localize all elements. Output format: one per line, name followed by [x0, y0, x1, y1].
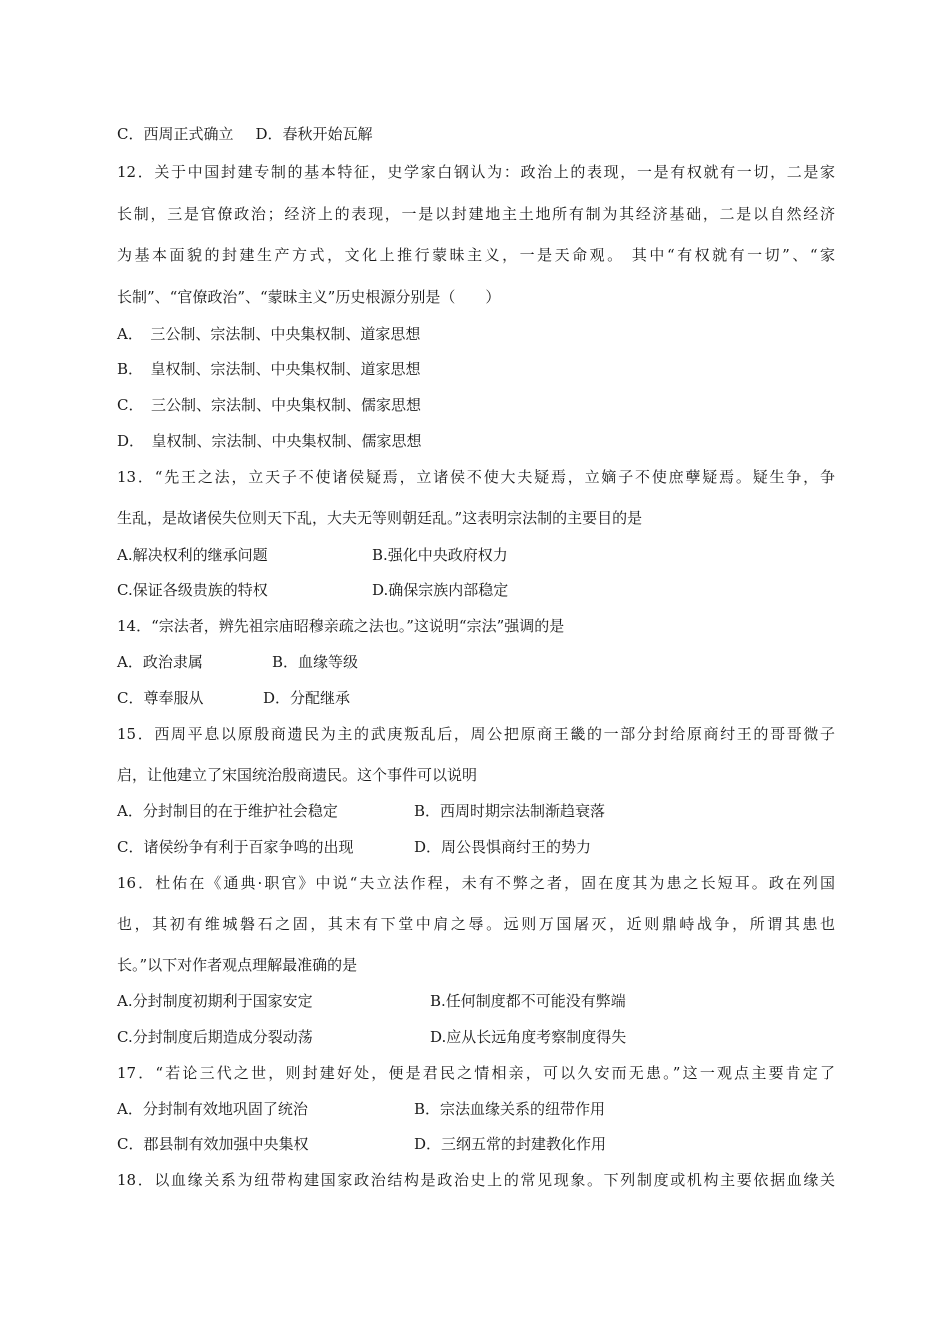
q17-option-b: B．宗法血缘关系的纽带作用 [414, 1100, 606, 1118]
q14-option-b: B．血缘等级 [272, 653, 359, 671]
q12-stem-line-4: 长制”、“官僚政治”、“蒙昧主义”历史根源分别是（ ） [117, 288, 501, 306]
q14-option-a: A．政治隶属 [117, 653, 203, 671]
q15-option-c: C．诸侯纷争有利于百家争鸣的出现 [117, 838, 354, 856]
q18-stem: 18．以血缘关系为纽带构建国家政治结构是政治史上的常见现象。下列制度或机构主要依据血缘关 [117, 1171, 835, 1189]
q15-stem-line-2: 启，让他建立了宋国统治殷商遗民。这个事件可以说明 [117, 766, 478, 784]
option-d: D．春秋开始瓦解 [255, 125, 373, 143]
q17-option-a: A．分封制有效地巩固了统治 [117, 1100, 308, 1118]
q13-option-c: C.保证各级贵族的特权 [117, 581, 268, 599]
q15-option-d: D．周公畏惧商纣王的势力 [414, 838, 592, 856]
q12-stem-line-1: 12．关于中国封建专制的基本特征，史学家白钢认为：政治上的表现，一是有权就有一切，二是家 [117, 163, 835, 181]
q16-option-c: C.分封制度后期造成分裂动荡 [117, 1028, 313, 1046]
q15-option-a: A．分封制目的在于维护社会稳定 [117, 802, 338, 820]
option-c: C．西周正式确立 [117, 125, 234, 143]
q16-option-d: D.应从长远角度考察制度得失 [430, 1028, 627, 1046]
q12-stem-line-2: 长制，三是官僚政治；经济上的表现，一是以封建地主土地所有制为其经济基础，二是以自然经济 [117, 205, 835, 223]
q12-option-b: B． 皇权制、宗法制、中央集权制、道家思想 [117, 360, 421, 378]
q15-option-b: B．西周时期宗法制渐趋衰落 [414, 802, 606, 820]
q12-option-d: D． 皇权制、宗法制、中央集权制、儒家思想 [117, 432, 422, 450]
q16-option-a: A.分封制度初期利于国家安定 [117, 992, 313, 1010]
q12-option-c: C． 三公制、宗法制、中央集权制、儒家思想 [117, 396, 421, 414]
q12-option-a: A． 三公制、宗法制、中央集权制、道家思想 [117, 325, 421, 343]
q13-stem-line-2: 生乱，是故诸侯失位则天下乱，大夫无等则朝廷乱。”这表明宗法制的主要目的是 [117, 509, 643, 527]
q13-stem-line-1: 13．“先王之法，立天子不使诸侯疑焉，立诸侯不使大夫疑焉，立嫡子不使庶孽疑焉。疑生争，争 [117, 468, 835, 486]
q17-stem: 17．“若论三代之世，则封建好处，便是君民之情相亲，可以久安而无患。”这一观点主要肯定了 [117, 1064, 835, 1082]
q14-stem: 14．“宗法者，辨先祖宗庙昭穆亲疏之法也。”这说明“宗法”强调的是 [117, 617, 565, 635]
q14-option-d: D．分配继承 [263, 689, 351, 707]
q14-option-c: C．尊奉服从 [117, 689, 204, 707]
q16-stem-line-1: 16．杜佑在《通典·职官》中说“夫立法作程，未有不弊之者，固在度其为患之长短耳。政在列国 [117, 874, 835, 892]
q16-stem-line-3: 长。”以下对作者观点理解最准确的是 [117, 956, 358, 974]
q16-option-b: B.任何制度都不可能没有弊端 [430, 992, 626, 1010]
q13-option-b: B.强化中央政府权力 [372, 546, 508, 564]
prev-question-options [117, 124, 373, 144]
q16-stem-line-2: 也，其初有维城磐石之固，其末有下堂中肩之辱。远则万国屠灭，近则鼎峙战争，所谓其患也 [117, 915, 835, 933]
q15-stem-line-1: 15．西周平息以原殷商遗民为主的武庚叛乱后，周公把原商王畿的一部分封给原商纣王的哥哥微子 [117, 725, 835, 743]
q17-option-d: D．三纲五常的封建教化作用 [414, 1135, 607, 1153]
q17-option-c: C．郡县制有效加强中央集权 [117, 1135, 309, 1153]
q13-option-d: D.确保宗族内部稳定 [372, 581, 509, 599]
q12-stem-line-3: 为基本面貌的封建生产方式，文化上推行蒙昧主义，一是天命观。 其中“有权就有一切”、“家 [117, 246, 835, 264]
q13-option-a: A.解决权利的继承问题 [117, 546, 268, 564]
